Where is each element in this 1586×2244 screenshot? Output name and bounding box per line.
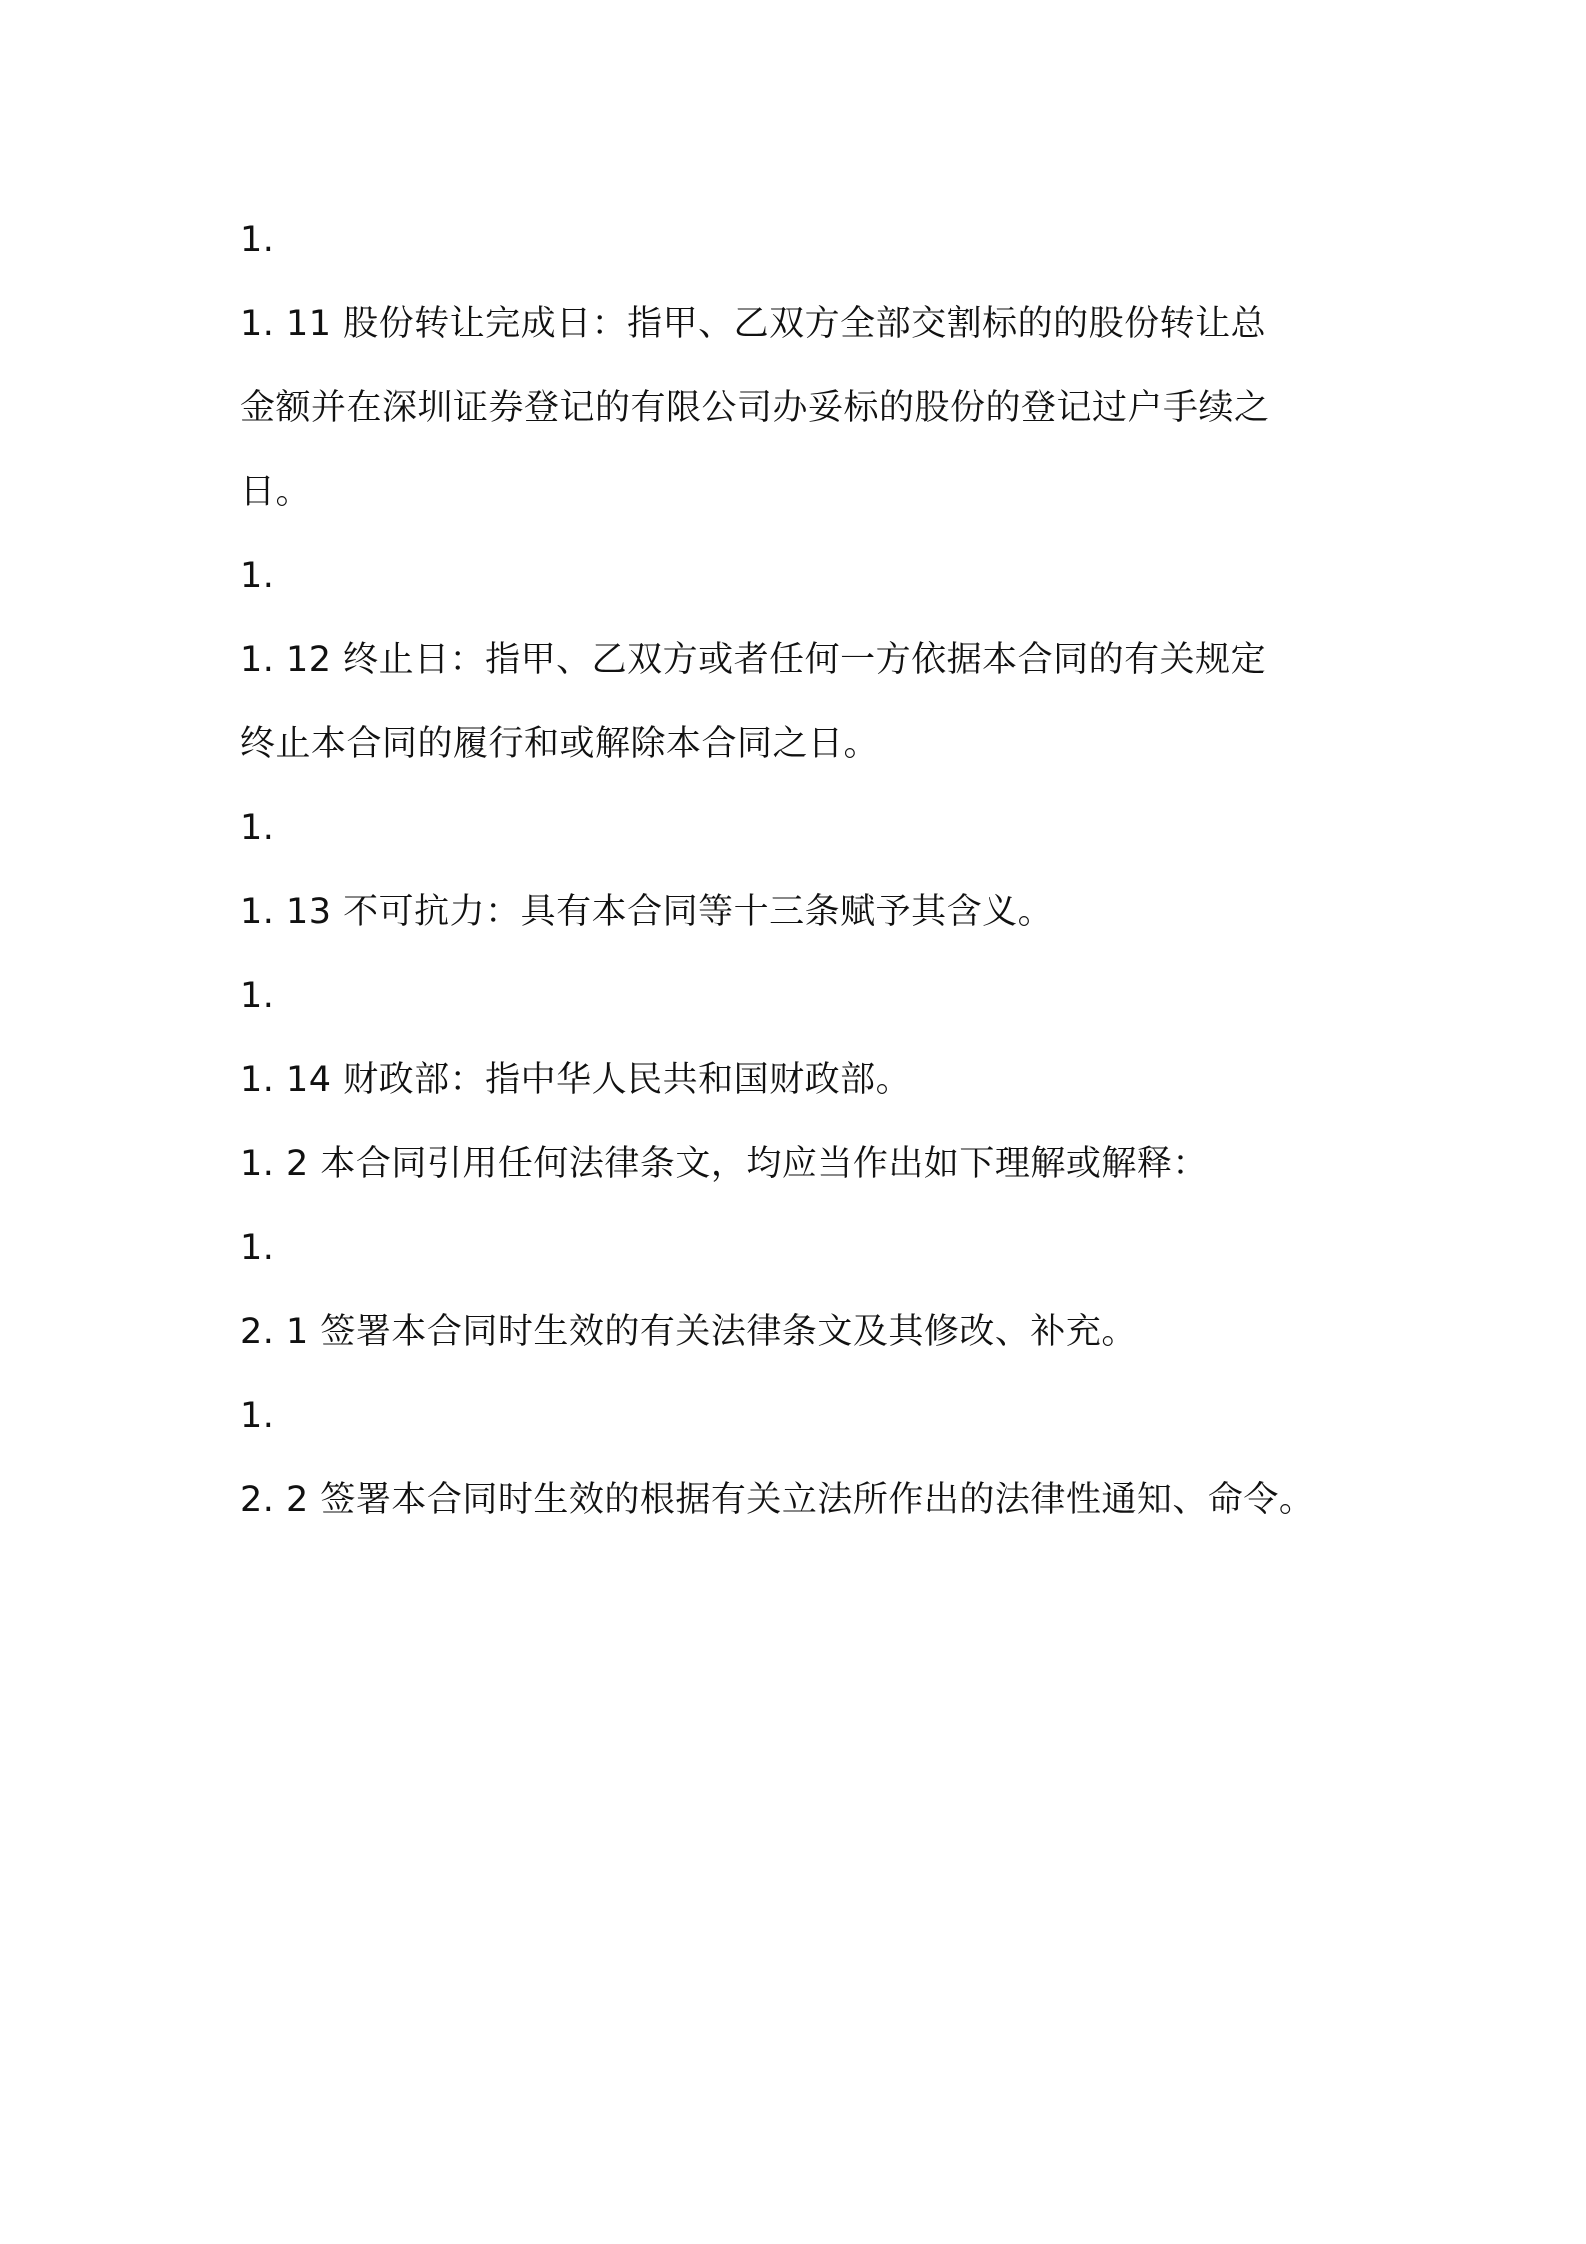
text-line: 1. — [240, 220, 275, 260]
text-line: 1. — [240, 808, 275, 848]
text-line: 1. 14 财政部：指中华人民共和国财政部。 — [240, 1060, 912, 1100]
text-line: 1. 13 不可抗力：具有本合同等十三条赋予其含义。 — [240, 892, 1054, 932]
text-line: 1. — [240, 1228, 275, 1268]
text-line: 1. 11 股份转让完成日：指甲、乙双方全部交割标的的股份转让总 — [240, 304, 1267, 344]
text-line: 1. 2 本合同引用任何法律条文，均应当作出如下理解或解释： — [240, 1144, 1208, 1184]
text-line: 金额并在深圳证券登记的有限公司办妥标的股份的登记过户手续之 — [240, 388, 1270, 428]
text-line: 2. 1 签署本合同时生效的有关法律条文及其修改、补充。 — [240, 1312, 1137, 1352]
document-body — [240, 198, 1400, 1542]
text-line: 1. 12 终止日：指甲、乙双方或者任何一方依据本合同的有关规定 — [240, 640, 1267, 680]
text-line: 日。 — [240, 472, 312, 512]
text-line: 1. — [240, 556, 275, 596]
text-line: 1. — [240, 1396, 275, 1436]
text-line: 终止本合同的履行和或解除本合同之日。 — [240, 724, 880, 764]
text-line: 1. — [240, 976, 275, 1016]
text-line: 2. 2 签署本合同时生效的根据有关立法所作出的法律性通知、命令。 — [240, 1480, 1315, 1520]
